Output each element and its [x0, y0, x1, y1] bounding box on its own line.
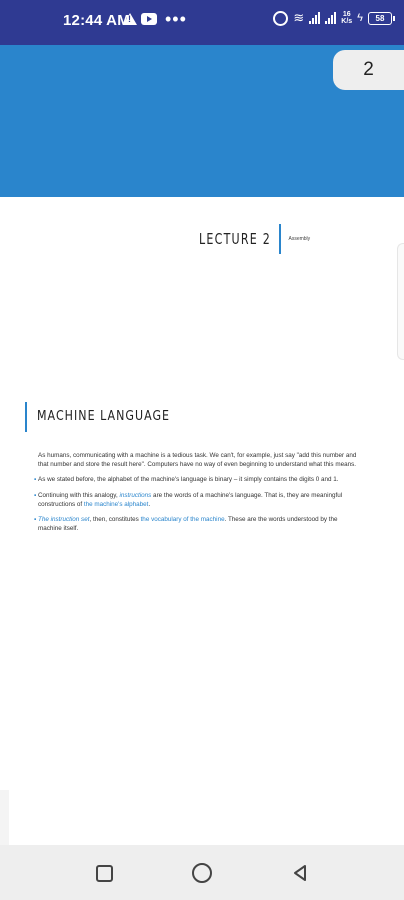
bullet-icon: ▪ [34, 476, 37, 484]
bullet-text: Continuing with this analogy, [38, 491, 120, 499]
page-number-badge[interactable]: 2 [333, 50, 404, 90]
youtube-icon [141, 13, 157, 25]
status-time: 12:44 AM [63, 12, 130, 29]
system-icons [273, 10, 392, 26]
highlight-term: the machine's alphabet [83, 500, 149, 508]
navigation-bar [0, 845, 404, 900]
bullet-text: are the words of a machine's language. That is, they are meaningful constructions of [38, 491, 343, 508]
bullet-text: As we stated before, the alphabet of the machine's language is binary – it simply contains the digits 0 and 1. [38, 476, 339, 484]
bullet-text: , then, constitutes [89, 516, 141, 524]
charging-icon: ϟ [357, 12, 363, 24]
wifi-icon: ≋ [293, 10, 305, 25]
bullet-text: . These are the words understood by the machine itself. [38, 516, 338, 533]
signal-icon-1 [309, 12, 320, 24]
bullet-text: . [148, 500, 151, 508]
highlight-term: The instruction set [38, 516, 90, 524]
bullet-item [34, 515, 362, 533]
document-body [34, 451, 362, 539]
bullet-icon: ▪ [34, 516, 37, 524]
bullet-item [34, 491, 362, 509]
more-notifications-icon: ••• [165, 9, 187, 29]
signal-icon-2 [325, 12, 336, 24]
network-speed: 16 K/s [341, 11, 353, 25]
home-button[interactable] [192, 863, 212, 883]
section-title: MACHINE LANGUAGE [37, 409, 171, 424]
intro-paragraph: As humans, communicating with a machine is a tedious task. We can't, for example, just say "add this number and that number and store the result here". Computers have no way of even beginning to understand what this means. [38, 452, 357, 469]
lecture-header [199, 224, 310, 254]
bullet-item [34, 475, 362, 484]
lecture-subtitle: Assembly [288, 236, 311, 242]
alarm-icon [273, 11, 288, 26]
lecture-title: LECTURE 2 [199, 230, 272, 248]
lecture-divider [279, 224, 281, 254]
status-bar [0, 0, 404, 45]
scroll-handle[interactable] [397, 243, 404, 360]
page-edge [0, 790, 9, 845]
recents-button[interactable] [96, 865, 113, 882]
bullet-icon: ▪ [34, 491, 37, 499]
back-button[interactable] [290, 863, 310, 883]
section-divider [25, 402, 27, 432]
battery-icon: 58 [368, 12, 392, 25]
warning-icon [123, 13, 137, 25]
notification-icons [123, 9, 187, 29]
highlight-term: instructions [119, 491, 152, 499]
highlight-term: the vocabulary of the machine [140, 516, 225, 524]
